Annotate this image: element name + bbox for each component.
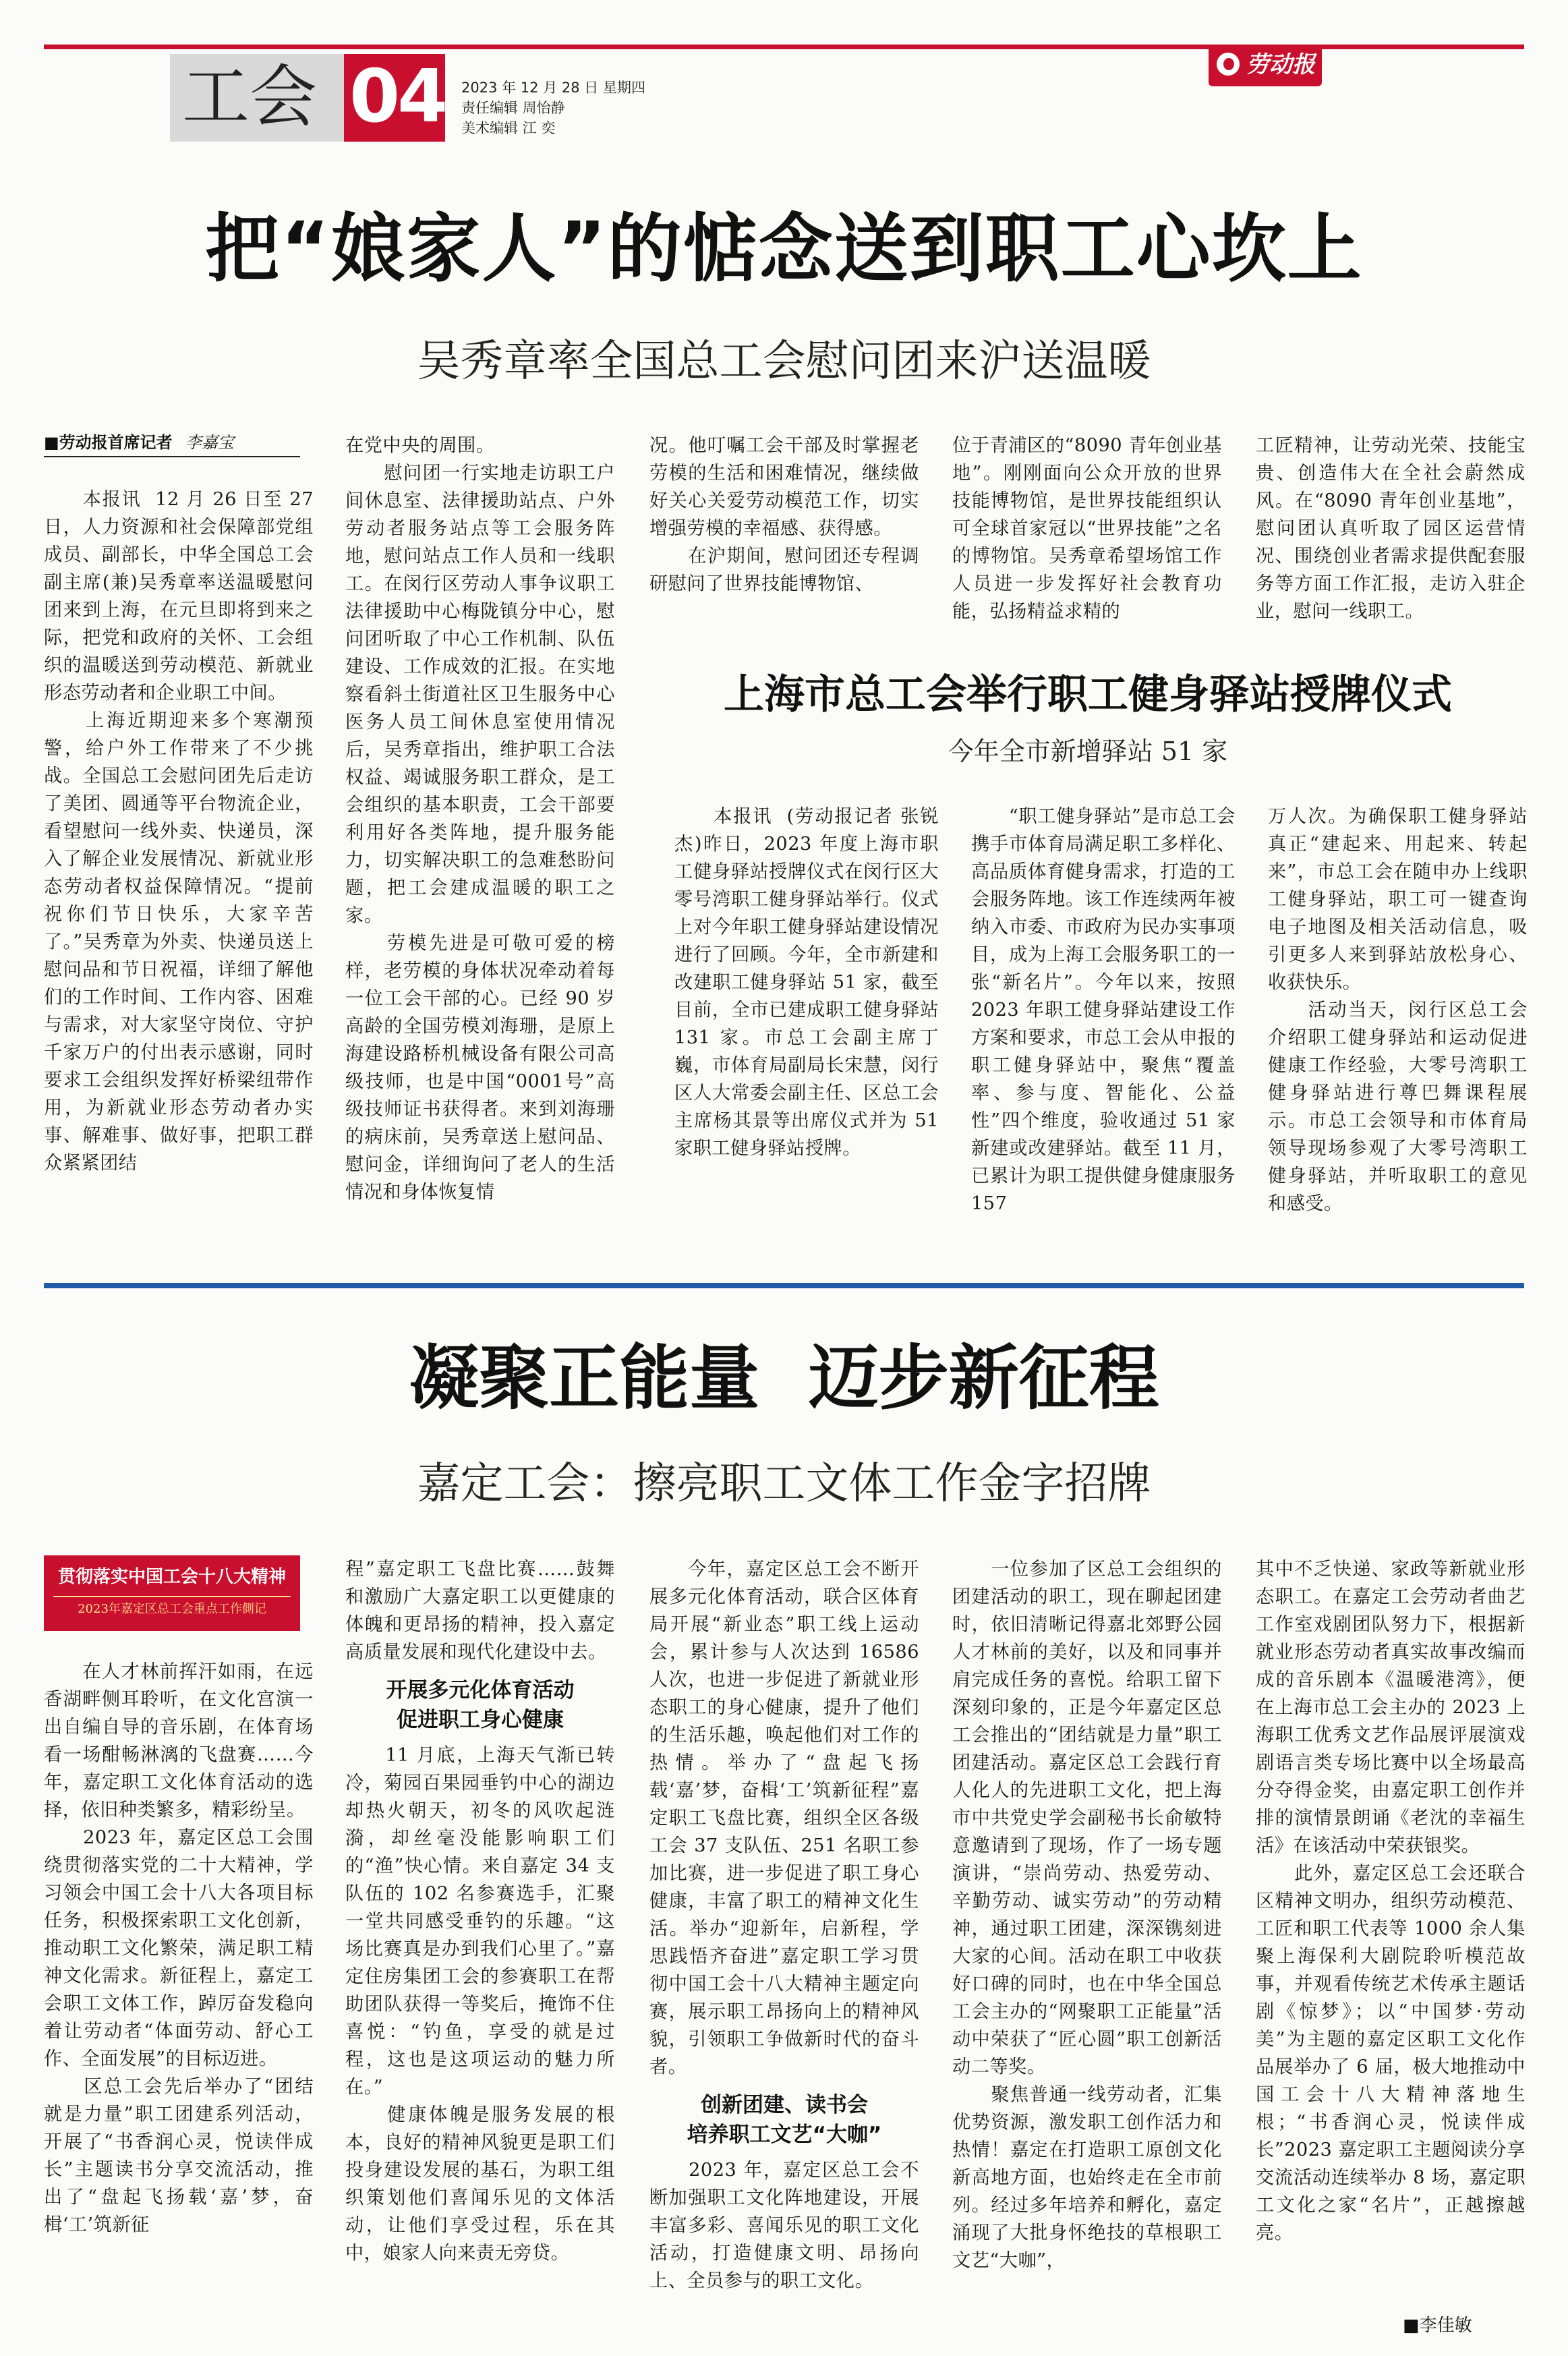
editor-line: 责任编辑 周怡静 bbox=[461, 100, 565, 116]
article1-col2: 在党中央的周围。 慰问团一行实地走访职工户间休息室、法律援助站点、户外劳动者服务站点等工会服务阵地，慰问站点工作人员和一线职工。在闵行区劳动人事争议职工法律援助中心梅陇镇分中心，慰问团听取了中心工作机制、队伍建设、工作成效的汇报。在实地察看斜土街道社区卫生服务中心医务人员工间休息室使用情况后，吴秀章指出，维护职工合法权益、竭诚服务职工群众，是工会组织的基本职责，工会干部要利用好各类阵地，提升服务能力，切实解决职工的急难愁盼问题，把工会建成温暖的职工之家。 劳模先进是可敬可爱的榜样，老劳模的身体状况牵动着每一位工会干部的心。已经 90 岁高龄的全国劳模刘海珊，是原上海建设路桥机械设备有限公司高级技师，也是中国“0001号”高级技师证书获得者。来到刘海珊的病床前，吴秀章送上慰问品、慰问金，详细询问了老人的生活情况和身体恢复情 bbox=[345, 435, 615, 1203]
article2-col2: “职工健身驿站”是市总工会携手市体育局满足职工多样化、高品质体育健身需求，打造的工会服务阵地。该工作连续两年被纳入市委、市政府为民办实事项目，成为上海工会服务职工的一张“新名片”。今年以来，按照 2023 年职工健身驿站建设工作方案和要求，市总工会从申报的职工健身驿站中，聚焦“覆盖率、参与度、智能化、公益性”四个维度，验收通过 51 家新建或改建驿站。截至 11 月，已累计为职工提供健身健康服务 157 bbox=[971, 806, 1242, 1214]
article3-author: ■李佳敏 bbox=[1403, 2316, 1472, 2336]
section-divider bbox=[44, 1283, 1524, 1288]
article3-col3 bbox=[649, 1555, 926, 2295]
article1-col5: 工匠精神，让劳动光荣、技能宝贵、创造伟大在全社会蔚然成风。在“8090 青年创业基地”，慰问团认真听取了园区运营情况、围绕创业者需求提供配套服务等方面工作汇报，走访入驻企业，慰问一线职工。 bbox=[1256, 435, 1526, 622]
byline bbox=[44, 432, 300, 457]
series-badge-sub: 2023年嘉定区总工会重点工作側记 bbox=[53, 1596, 291, 1619]
article2-col1: 本报讯 (劳动报记者 张锐杰)昨日，2023 年度上海市职工健身驿站授牌仪式在闵行区大零号湾职工健身驿站举行。仪式上对今年职工健身驿站建设情况进行了回顾。今年，全市新建和改建职工健身驿站 51 家，截至目前，全市已建成职工健身驿站 131 家。市总工会副主席丁巍，市体育局副局长宋慧，闵行区人大常委会副主任、区总工会主席杨其景等出席仪式并为 51 家职工健身驿站授牌。 bbox=[674, 806, 946, 1159]
article3-subhead: 嘉定工会：擦亮职工文体工作金字招牌 bbox=[417, 1459, 1151, 1509]
byline-name: 李嘉宝 bbox=[185, 433, 234, 452]
page-number: 04 bbox=[349, 55, 446, 139]
article2-col3: 万人次。为确保职工健身驿站真正“建起来、用起来、转起来”，市总工会在随申办上线职工健身驿站，职工可一键查询电子地图及相关活动信息，吸引更多人来到驿站放松身心、收获快乐。 活动当天，闵行区总工会介绍职工健身驿站和运动促进健康工作经验，大零号湾职工健身驿站进行尊巴舞课程展示。市总工会领导和市体育局领导现场参观了大零号湾职工健身驿站，并听取职工的意见和感受。 bbox=[1268, 806, 1528, 1214]
article1-headline: 把“娘家人”的惦念送到职工心坎上 bbox=[205, 206, 1363, 292]
masthead-logo bbox=[1209, 45, 1322, 86]
article3-col1: 在人才林前挥汗如雨，在远香湖畔侧耳聆听，在文化宫演一出自编自导的音乐剧，在体育场看一场酣畅淋漓的飞盘赛……今年，嘉定职工文化体育活动的选择，依旧种类繁多，精彩纷呈。 2023 年，嘉定区总工会围绕贯彻落实党的二十大精神，学习领会中国工会十八大各项目标任务，积极探索职工文化创新，推动职工文化繁荣，满足职工精神文化需求。新征程上，嘉定工会职工文体工作，踔厉奋发稳向着让劳动者“体面劳动、舒心工作、全面发展”的目标迈进。 区总工会先后举办了“团结就是力量”职工团建系列活动，开展了“书香润心灵，悦读伴成长”主题读书分享交流活动，推出了“盘起飞扬载‘嘉’梦，奋楫‘工’筑新征 bbox=[44, 1661, 314, 2235]
article3-col4: 一位参加了区总工会组织的团建活动的职工，现在聊起团建时，依旧清晰记得嘉北郊野公园人才林前的美好，以及和同事并肩完成任务的喜悦。给职工留下深刻印象的，正是今年嘉定区总工会推出的“团结就是力量”职工团建活动。嘉定区总工会践行育人化人的先进职工文化，把上海市中共党史学会副秘书长俞敏特意邀请到了现场，作了一场专题演讲，“崇尚劳动、热爱劳动、辛勤劳动、诚实劳动”的劳动精神，通过职工团建，深深镌刻进大家的心间。活动在职工中收获好口碑的同时，也在中华全国总工会主办的“网聚职工正能量”活动中荣获了“匠心圆”职工创新活动二等奖。 聚焦普通一线劳动者，汇集优势资源，激发职工创作活力和热情！嘉定在打造职工原创文化新高地方面，也始终走在全市前列。经过多年培养和孵化，嘉定涌现了大批身怀绝技的草根职工文艺“大咖”， bbox=[952, 1559, 1222, 2271]
article1-col1: 本报讯 12 月 26 日至 27 日，人力资源和社会保障部党组成员、副部长，中华全国总工会副主席(兼)吴秀章率送温暖慰问团来到上海，在元旦即将到来之际，把党和政府的关怀、工会组织的温暖送到劳动模范、新就业形态劳动者和企业职工中间。 上海近期迎来多个寒潮预警，给户外工作带来了不少挑战。全国总工会慰问团先后走访了美团、圆通等平台物流企业，看望慰问一线外卖、快递员，深入了解企业发展情况、新就业形态劳动者权益保障情况。“提前祝你们节日快乐，大家辛苦了。”吴秀章为外卖、快递员送上慰问品和节日祝福，详细了解他们的工作时间、工作内容、困难与需求，对大家坚守岗位、守护千家万户的付出表示感谢，同时要求工会组织发挥好桥梁纽带作用，为新就业形态劳动者办实事、解难事、做好事，把职工群众紧紧团结 bbox=[44, 489, 314, 1174]
page-number-box bbox=[344, 54, 445, 142]
article3-col3-body: 2023 年，嘉定区总工会不断加强职工文化阵地建设，开展丰富多彩、喜闻乐见的职工文化活动，打造健康文明、昂扬向上、全员参与的职工文化。 bbox=[649, 2160, 919, 2291]
section-label: 工会 bbox=[182, 57, 317, 136]
article3-col2-subheading: 开展多元化体育活动 促进职工身心健康 bbox=[386, 1678, 575, 1732]
article1-subhead: 吴秀章率全国总工会慰问团来沪送温暖 bbox=[417, 337, 1151, 386]
logo-mark-inner-icon bbox=[1223, 58, 1234, 70]
article1-col4: 位于青浦区的“8090 青年创业基地”。刚刚面向公众开放的世界技能博物馆，是世界技能组织认可全球首家冠以“世界技能”之名的博物馆。吴秀章希望场馆工作人员进一步发挥好社会教育功能，弘扬精益求精的 bbox=[952, 435, 1222, 622]
article3-col2-lead: 程”嘉定职工飞盘比赛……鼓舞和激励广大嘉定职工以更健康的体魄和更昂扬的精神，投入嘉定高质量发展和现代化建设中去。 bbox=[345, 1559, 615, 1663]
article3-col3-lead: 今年，嘉定区总工会不断开展多元化体育活动，联合区体育局开展“新业态”职工线上运动会，累计参与人次达到 16586 人次，也进一步促进了新就业形态职工的身心健康，提升了他们的生活乐趣，唤起他们对工作的热情。举办了“盘起飞扬载‘嘉’梦，奋楫‘工’筑新征程”嘉定职工飞盘比赛，组织全区各级工会 37 支队伍、251 名职工参加比赛，进一步促进了职工身心健康，丰富了职工的精神文化生活。举办“迎新年，启新程，学思践悟齐奋进”嘉定职工学习贯彻中国工会十八大精神主题定向赛，展示职工昂扬向上的精神风貌，引领职工争做新时代的奋斗者。 bbox=[649, 1559, 926, 2077]
date-line: 2023 年 12 月 28 日 星期四 bbox=[461, 80, 645, 96]
article2-headline: 上海市总工会举行职工健身驿站授牌仪式 bbox=[724, 671, 1452, 718]
logo-text: 劳动报 bbox=[1246, 51, 1315, 78]
byline-label: ■劳动报首席记者 bbox=[44, 433, 173, 452]
article2-subhead: 今年全市新增驿站 51 家 bbox=[948, 737, 1228, 766]
article3-col2-body: 11 月底，上海天气渐已转冷，菊园百果园垂钓中心的湖边却热火朝天，初冬的风吹起涟漪，却丝毫没能影响职工们的“渔”快心情。来自嘉定 34 支队伍的 102 名参赛选手，汇聚一堂共同感受垂钓的乐趣。“这场比赛真是办到我们心里了。”嘉定住房集团工会的参赛职工在帮助团队获得一等奖后，掩饰不住喜悦：“钓鱼，享受的就是过程，这也是这项运动的魅力所在。” 健康体魄是服务发展的根本，良好的精神风貌更是职工们投身建设发展的基石，为职工组织策划他们喜闻乐见的文体活动，让他们享受过程，乐在其中，娘家人向来责无旁贷。 bbox=[345, 1745, 615, 2264]
article3-col2 bbox=[345, 1555, 615, 2267]
series-badge bbox=[44, 1555, 300, 1631]
section-label-box bbox=[170, 54, 344, 142]
article3-col5: 其中不乏快递、家政等新就业形态职工。在嘉定工会劳动者曲艺工作室戏剧团队努力下，根据新就业形态劳动者真实故事改编而成的音乐剧本《温暖港湾》，便在上海市总工会主办的 2023 上海职工优秀文艺作品展评展演戏剧语言类专场比赛中以全场最高分夺得金奖，由嘉定职工创作并排的演情景朗诵《老沈的幸福生活》在该活动中荣获银奖。 此外，嘉定区总工会还联合区精神文明办，组织劳动模范、工匠和职工代表等 1000 余人集聚上海保利大剧院聆听模范故事，并观看传统艺术传承主题话剧《惊梦》；以“中国梦·劳动美”为主题的嘉定区职工文化作品展举办了 6 届，极大地推动中国工会十八大精神落地生根；“书香润心灵，悦读伴成长”2023 嘉定职工主题阅读分享交流活动连续举办 8 场，嘉定职工文化之家“名片”，正越擦越亮。 bbox=[1256, 1559, 1526, 2243]
series-badge-title: 贯彻落实中国工会十八大精神 bbox=[57, 1567, 286, 1587]
article1-col3: 况。他叮嘱工会干部及时掌握老劳模的生活和困难情况，继续做好关心关爱劳动模范工作，切实增强劳模的幸福感、获得感。 在沪期间，慰问团还专程调研慰问了世界技能博物馆、 bbox=[649, 435, 919, 594]
article3-col3-subheading: 创新团建、读书会 培养职工文艺“大咖” bbox=[687, 2093, 882, 2147]
art-editor-line: 美术编辑 江 奕 bbox=[461, 120, 556, 136]
article3-headline: 凝聚正能量 迈步新征程 bbox=[409, 1337, 1159, 1419]
